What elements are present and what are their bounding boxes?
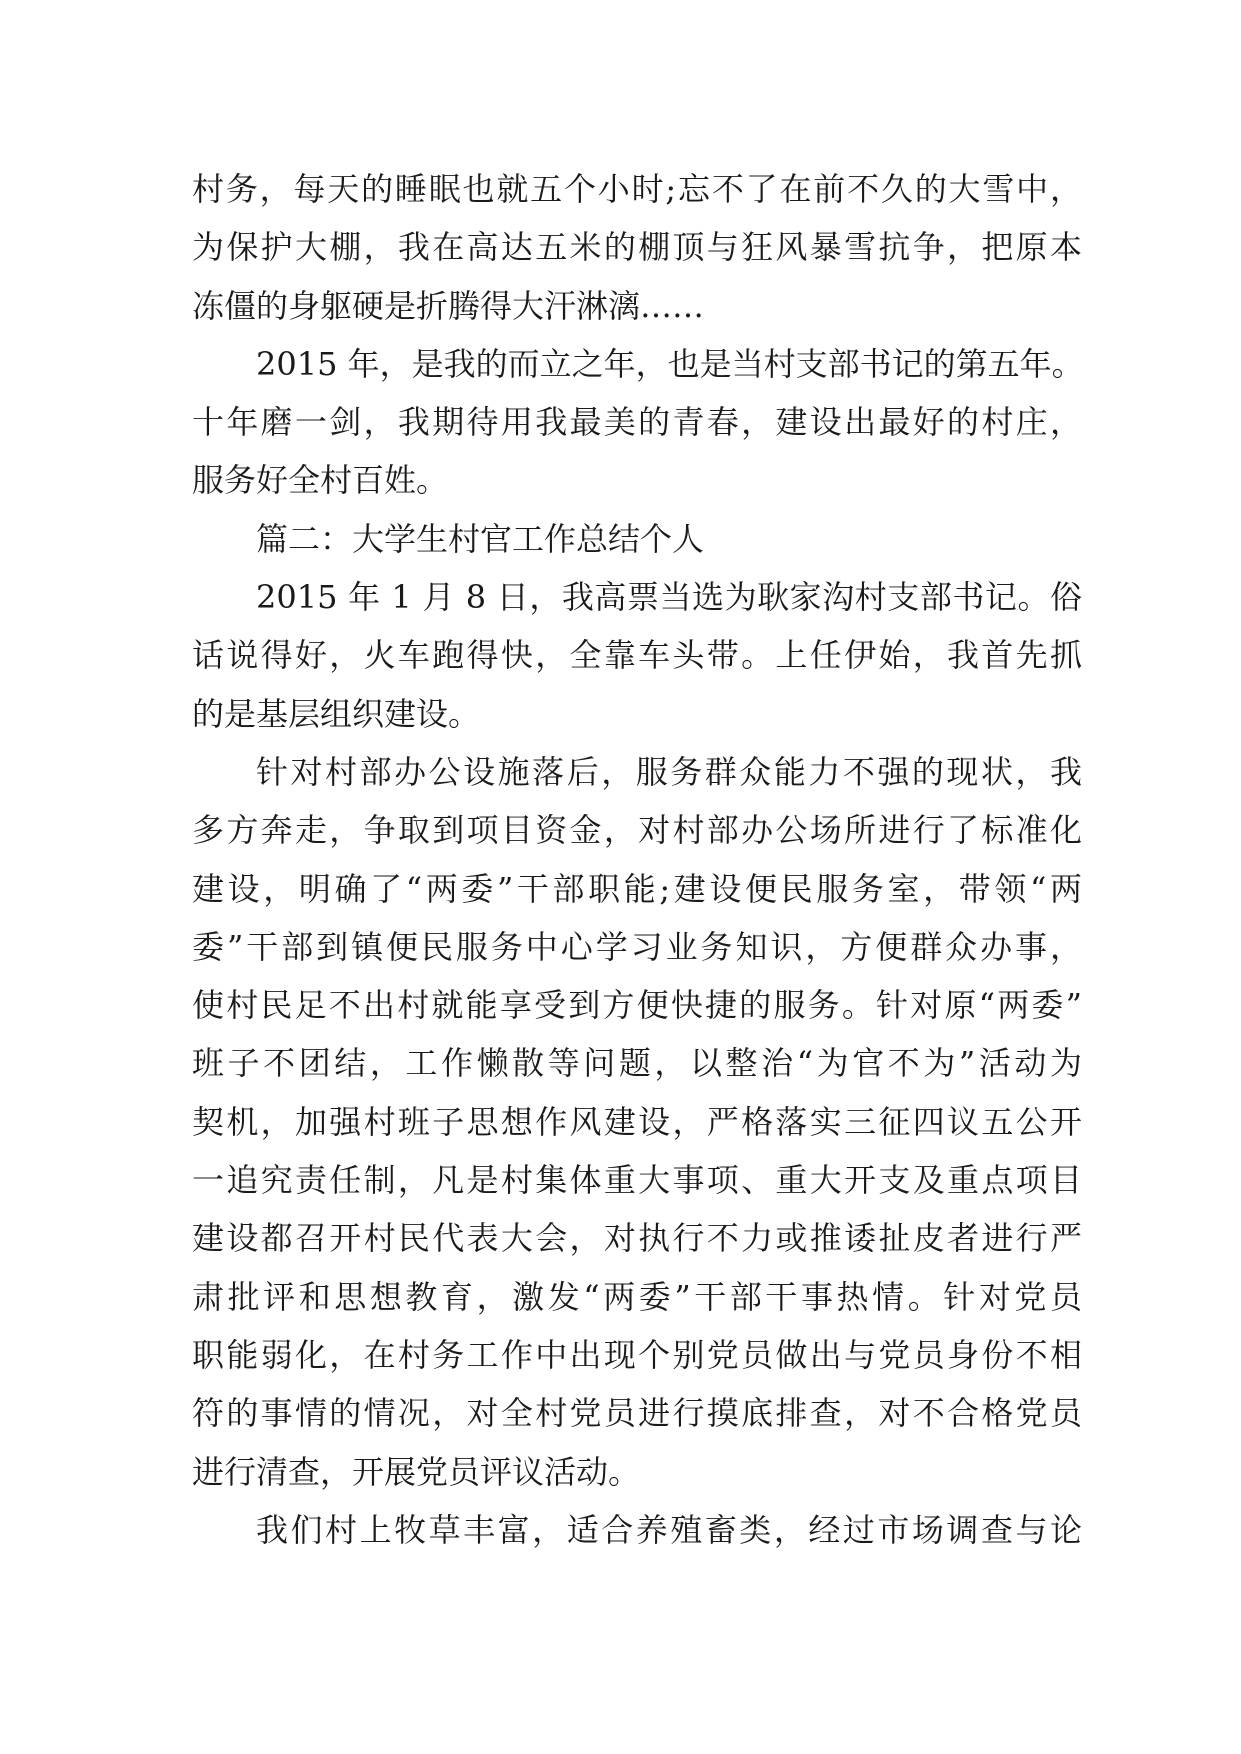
text-line: 肃批评和思想教育，激发“两委”干部干事热情。针对党员 — [192, 1277, 1082, 1316]
text-line: 多方奔走，争取到项目资金，对村部办公场所进行了标准化 — [192, 811, 1082, 850]
text-line: 一追究责任制，凡是村集体重大事项、重大开支及重点项目 — [192, 1161, 1082, 1200]
text-line: 为保护大棚，我在高达五米的棚顶与狂风暴雪抗争，把原本 — [192, 228, 1082, 267]
text-line: 我们村上牧草丰富，适合养殖畜类，经过市场调查与论 — [256, 1510, 1082, 1549]
text-line: 十年磨一剑，我期待用我最美的青春，建设出最好的村庄， — [192, 403, 1082, 442]
text-line: 篇二：大学生村官工作总结个人 — [256, 519, 705, 558]
body-text — [192, 160, 1082, 1559]
text-line: 服务好全村百姓。 — [192, 461, 449, 500]
text-line: 班子不团结，工作懒散等问题，以整治“为官不为”活动为 — [192, 1044, 1082, 1083]
text-line: 话说得好，火车跑得快，全靠车头带。上任伊始，我首先抓 — [192, 636, 1082, 675]
text-line: 针对村部办公设施落后，服务群众能力不强的现状，我 — [256, 752, 1082, 791]
text-line: 的是基层组织建设。 — [192, 694, 481, 733]
text-line: 委”干部到镇便民服务中心学习业务知识，方便群众办事， — [192, 927, 1082, 966]
text-line: 建设都召开村民代表大会，对执行不力或推诿扯皮者进行严 — [192, 1219, 1082, 1258]
text-line: 建设，明确了“两委”干部职能;建设便民服务室，带领“两 — [192, 869, 1082, 908]
text-line: 符的事情的情况，对全村党员进行摸底排查，对不合格党员 — [192, 1394, 1082, 1433]
text-line: 2015 年，是我的而立之年，也是当村支部书记的第五年。 — [256, 344, 1084, 383]
text-line: 冻僵的身躯硬是折腾得大汗淋漓…… — [192, 286, 705, 325]
text-line: 职能弱化，在村务工作中出现个别党员做出与党员身份不相 — [192, 1335, 1082, 1374]
text-line: 村务，每天的睡眠也就五个小时;忘不了在前不久的大雪中， — [192, 170, 1082, 208]
text-line: 使村民足不出村就能享受到方便快捷的服务。针对原“两委” — [192, 986, 1082, 1025]
text-line: 契机，加强村班子思想作风建设，严格落实三征四议五公开 — [192, 1102, 1082, 1141]
text-line: 2015 年 1 月 8 日，我高票当选为耿家沟村支部书记。俗 — [256, 578, 1082, 617]
text-line: 进行清查，开展党员评议活动。 — [192, 1452, 641, 1491]
